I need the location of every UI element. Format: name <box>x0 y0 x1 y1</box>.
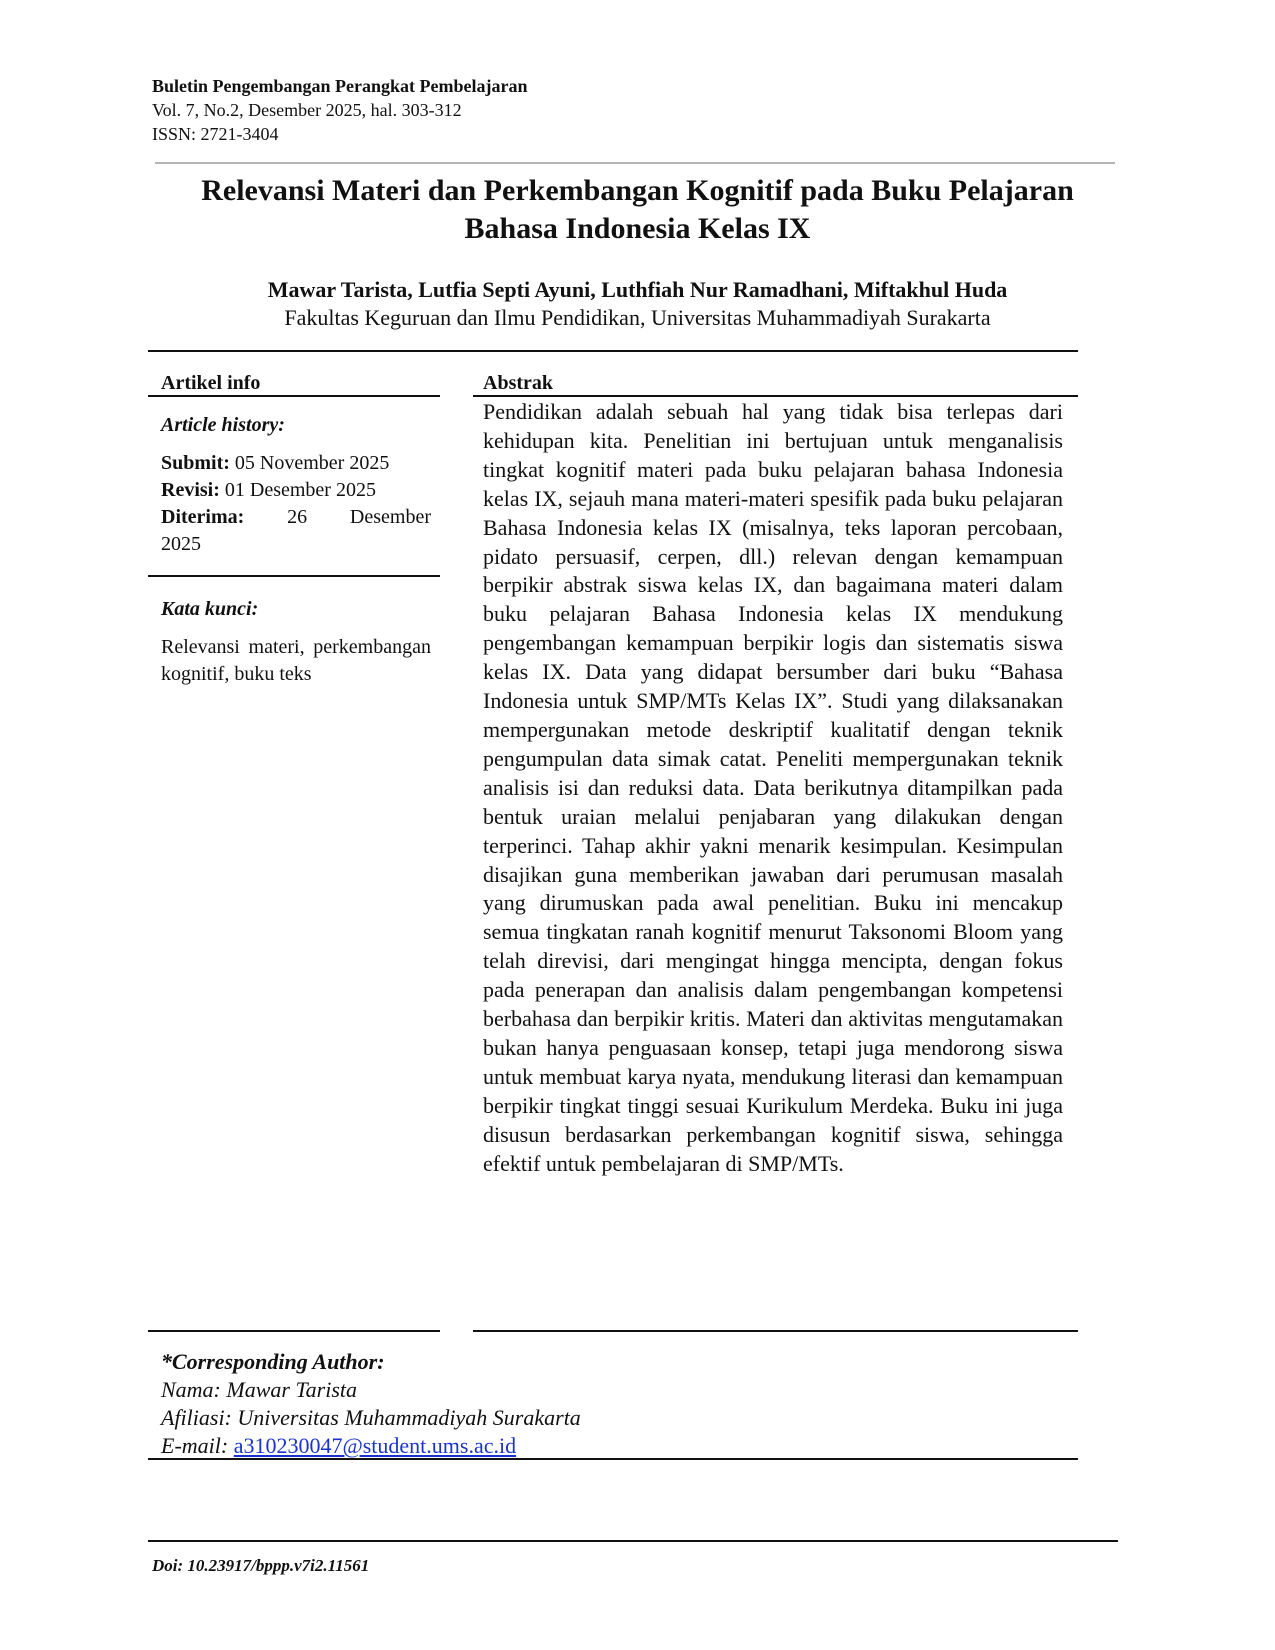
doi: Doi: 10.23917/bppp.v7i2.11561 <box>152 1556 370 1575</box>
diterima-label: Diterima: <box>161 506 245 528</box>
title-line-2: Bahasa Indonesia Kelas IX <box>464 212 811 245</box>
authors: Mawar Tarista, Lutfia Septi Ayuni, Luthfiah Nur Ramadhani, Miftakhul Huda <box>267 277 1008 302</box>
abstract-text: Pendidikan adalah sebuah hal yang tidak bisa terlepas dari kehidupan kita. Penelitian ini bertujuan untuk menganalisis tingkat kognitif materi pada buku pelajaran bahasa Indonesia kelas IX, sejauh mana materi-materi spesifik pada buku pelajaran Bahasa Indonesia kelas IX (misalnya, teks laporan percobaan, pidato persuasif, cerpen, dll.) relevan dengan kemampuan berpikir abstrak siswa kelas IX, dan bagaimana materi dalam buku pelajaran Bahasa Indonesia kelas IX mendukung pengembangan kemampuan berpikir logis dan sistematis siswa kelas IX. Data yang didapat bersumber dari buku “Bahasa Indonesia untuk SMP/MTs Kelas IX”. Studi yang dilaksanakan mempergunakan metode deskriptif kualitatif dengan teknik pengumpulan data simak catat. Peneliti mempergunakan teknik analisis isi dan reduksi data. Data berikutnya ditampilkan pada bentuk uraian melalui penjabaran yang dilakukan dengan terperinci. Tahap akhir yakni menarik kesimpulan. Kesimpulan disajikan guna memberikan jawaban dari perumusan masalah yang dirumuskan pada awal penelitian. Buku ini mencakup semua tingkatan ranah kognitif menurut Taksonomi Bloom yang telah direvisi, dari mengingat hingga mencipta, dengan fokus pada penerapan dan analisis dalam pengembangan kompetensi berbahasa dan berpikir kritis. Materi dan aktivitas mengutamakan bukan hanya penguasaan konsep, tetapi juga mendorong siswa untuk membuat karya nyata, mendukung literasi dan kemampuan berpikir tingkat tinggi sesuai Kurikulum Merdeka. Buku ini juga disusun berdasarkan perkembangan kognitif siswa, sehingga efektif untuk pembelajaran di SMP/MTs. <box>483 399 1063 1176</box>
abstract-heading-rule <box>473 395 1078 397</box>
keywords: Relevansi materi, perkembangan kognitif, buku teks <box>161 636 431 685</box>
abstract-heading: Abstrak <box>483 372 554 394</box>
header-divider <box>155 162 1115 164</box>
journal-header <box>152 74 528 146</box>
corresponding-author <box>161 1348 581 1460</box>
footer-rule <box>148 1540 1118 1542</box>
article-dates <box>161 450 431 558</box>
revisi-date: 01 Desember 2025 <box>224 479 376 501</box>
journal-volume: Vol. 7, No.2, Desember 2025, hal. 303-312 <box>152 100 462 120</box>
submit-date: 05 November 2025 <box>234 452 390 474</box>
keywords-label: Kata kunci: <box>161 598 259 620</box>
affiliation: Fakultas Keguruan dan Ilmu Pendidikan, Universitas Muhammadiyah Surakarta <box>284 305 991 330</box>
diterima-row <box>161 504 431 531</box>
corresponding-affiliation: Afiliasi: Universitas Muhammadiyah Surakarta <box>161 1405 581 1430</box>
email-label: E-mail: <box>161 1433 229 1458</box>
info-bottom-rule <box>148 1330 440 1332</box>
journal-issn: ISSN: 2721-3404 <box>152 124 279 144</box>
title-line-1: Relevansi Materi dan Perkembangan Kognitif pada Buku Pelajaran <box>201 174 1074 207</box>
diterima-month: Desember <box>349 506 431 528</box>
diterima-day: 26 <box>287 506 308 528</box>
diterima-year: 2025 <box>161 533 201 555</box>
section-divider <box>148 350 1078 352</box>
submit-label: Submit: <box>161 452 230 474</box>
corresponding-heading: *Corresponding Author: <box>161 1349 385 1374</box>
corresponding-bottom-rule <box>148 1458 1078 1460</box>
info-heading-rule <box>148 395 440 397</box>
submit-row <box>161 450 431 477</box>
abstract-bottom-rule <box>473 1330 1078 1332</box>
dates-rule <box>148 575 440 577</box>
paper-title <box>140 172 1135 248</box>
article-info-heading: Artikel info <box>161 372 261 394</box>
corresponding-email-row <box>161 1432 581 1460</box>
journal-name: Buletin Pengembangan Perangkat Pembelajaran <box>152 76 528 96</box>
article-history-label: Article history: <box>161 414 285 436</box>
revisi-label: Revisi: <box>161 479 220 501</box>
email-link[interactable]: a310230047@student.ums.ac.id <box>233 1433 517 1458</box>
revisi-row <box>161 477 431 504</box>
corresponding-name: Nama: Mawar Tarista <box>161 1377 358 1402</box>
